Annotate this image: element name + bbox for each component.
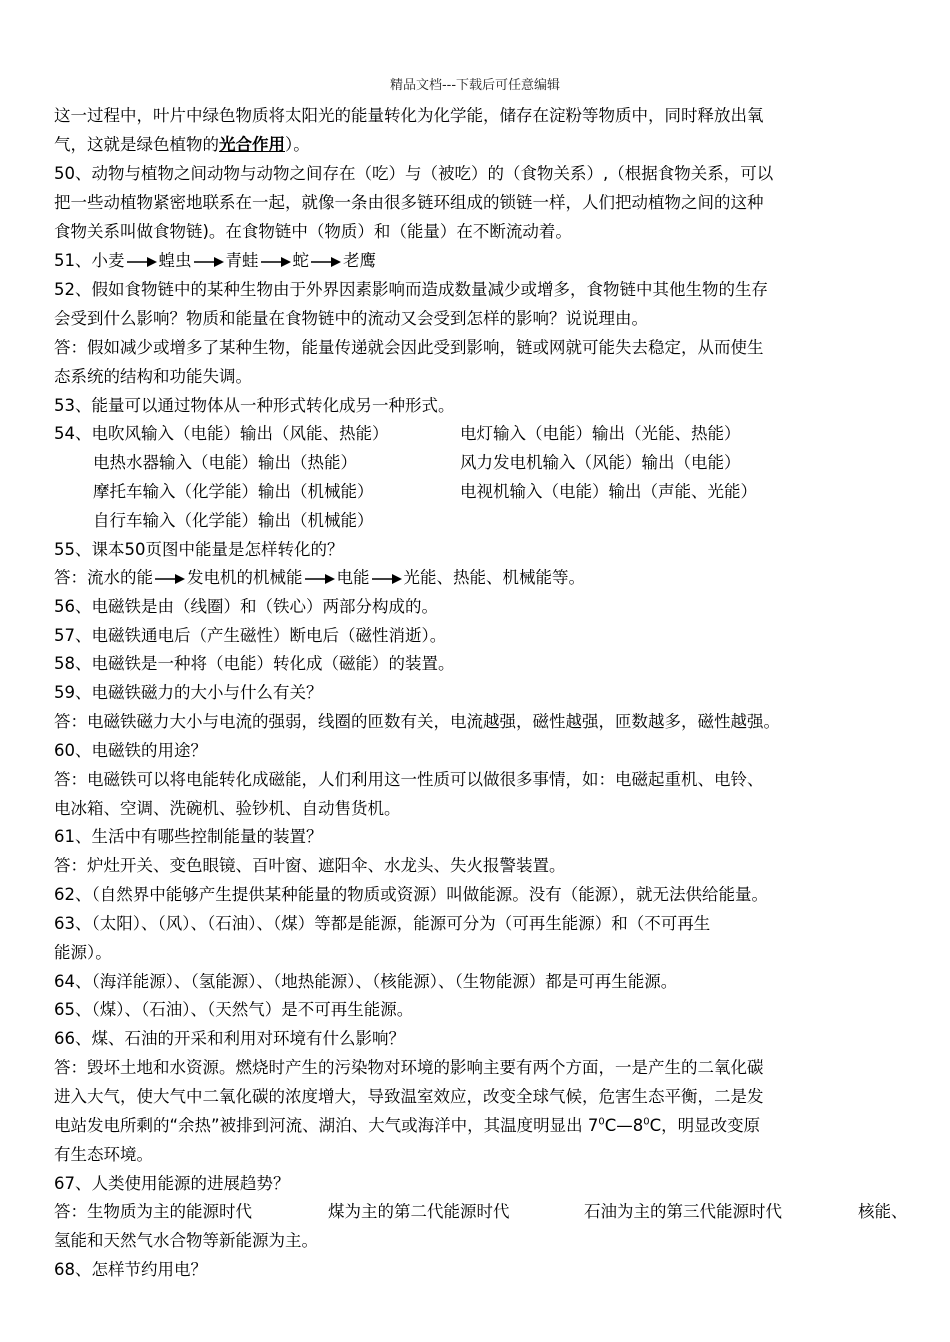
arrow-right-icon xyxy=(194,256,224,268)
text-segment: 电灯输入（电能）输出（光能、热能） xyxy=(460,424,741,443)
text-segment: 答：生物质为主的能源时代 xyxy=(54,1202,252,1221)
text-segment: C—8 xyxy=(604,1116,644,1135)
arrow-right-icon xyxy=(372,573,402,585)
chain-item: 蝗虫 xyxy=(158,251,192,270)
text-segment: 摩托车输入（化学能）输出（机械能） xyxy=(93,482,374,501)
chain-item: 51、小麦 xyxy=(54,251,125,270)
text-segment: 电站发电所剩的“余热”被排到河流、湖泊、大气或海洋中，其温度明显出 7 xyxy=(54,1116,599,1135)
text-segment: 电视机输入（电能）输出（声能、光能） xyxy=(460,482,757,501)
text-line: 能源）。 xyxy=(54,943,112,962)
text-segment: 54、电吹风输入（电能）输出（风能、热能） xyxy=(54,424,389,443)
text-line: 会受到什么影响？物质和能量在食物链中的流动又会受到怎样的影响？说说理由。 xyxy=(54,309,648,328)
chain-item: 蛇 xyxy=(292,251,309,270)
text-line xyxy=(54,133,310,157)
text-line xyxy=(54,422,904,446)
text-line: 态系统的结构和功能失调。 xyxy=(54,367,252,386)
text-line: 食物关系叫做食物链)。在食物链中（物质）和（能量）在不断流动着。 xyxy=(54,222,572,241)
arrow-right-icon xyxy=(155,573,185,585)
text-line: 52、假如食物链中的某种生物由于外界因素影响而造成数量减少或增多，食物链中其他生物的生存 xyxy=(54,280,768,299)
chain-item: 青蛙 xyxy=(225,251,259,270)
text-segment: 电热水器输入（电能）输出（热能） xyxy=(93,453,357,472)
text-line xyxy=(93,451,903,475)
text-line: 68、怎样节约用电？ xyxy=(54,1260,207,1279)
chain-item: 光能、热能、机械能等。 xyxy=(403,568,585,587)
text-line: 60、电磁铁的用途？ xyxy=(54,741,207,760)
text-line: 进入大气，使大气中二氧化碳的浓度增大，导致温室效应，改变全球气候，危害生态平衡，二是发 xyxy=(54,1087,764,1106)
text-segment: 核能、 xyxy=(858,1202,908,1221)
text-line: 66、煤、石油的开采和利用对环境有什么影响？ xyxy=(54,1029,405,1048)
text-line: 把一些动植物紧密地联系在一起，就像一条由很多链环组成的锁链一样，人们把动植物之间的这种 xyxy=(54,193,764,212)
text-line: 57、电磁铁通电后（产生磁性）断电后（磁性消逝）。 xyxy=(54,626,447,645)
text-line: 答：电磁铁可以将电能转化成磁能，人们利用这一性质可以做很多事情，如：电磁起重机、电铃、 xyxy=(54,770,764,789)
text-line: 答：毁坏土地和水资源。燃烧时产生的污染物对环境的影响主要有两个方面，一是产生的二氧化碳 xyxy=(54,1058,764,1077)
text-line: 67、人类使用能源的进展趋势？ xyxy=(54,1174,290,1193)
text-line: 56、电磁铁是由（线圈）和（铁心）两部分构成的。 xyxy=(54,597,438,616)
arrow-right-icon xyxy=(305,573,335,585)
arrow-right-icon xyxy=(127,256,157,268)
chain-item: 答：流水的能 xyxy=(54,568,153,587)
text-line xyxy=(54,1200,914,1224)
arrow-right-icon xyxy=(261,256,291,268)
text-line: 答：炉灶开关、变色眼镜、百叶窗、遮阳伞、水龙头、失火报警装置。 xyxy=(54,856,566,875)
text-line: 59、电磁铁磁力的大小与什么有关？ xyxy=(54,683,323,702)
text-line: 63、（太阳）、（风）、（石油）、（煤）等都是能源，能源可分为（可再生能源）和（不可再生 xyxy=(54,914,711,933)
text-line: 55、课本50页图中能量是怎样转化的？ xyxy=(54,540,344,559)
text-line: 电冰箱、空调、洗碗机、验钞机、自动售货机。 xyxy=(54,799,401,818)
text-segment: 风力发电机输入（风能）输出（电能） xyxy=(460,453,741,472)
superscript: 0 xyxy=(598,1116,605,1128)
chain-item: 发电机的机械能 xyxy=(187,568,303,587)
superscript: 0 xyxy=(643,1116,650,1128)
text-line: 有生态环境。 xyxy=(54,1145,153,1164)
text-segment: 石油为主的第三代能源时代 xyxy=(584,1202,782,1221)
text-line: 50、动物与植物之间动物与动物之间存在（吃）与（被吃）的（食物关系）,（根据食物关系，可以 xyxy=(54,164,774,183)
text-segment: ）。 xyxy=(285,135,310,154)
text-line: 氢能和天然气水合物等新能源为主。 xyxy=(54,1231,318,1250)
text-line: 64、（海洋能源）、（氢能源）、（地热能源）、（核能源）、（生物能源）都是可再生能源。 xyxy=(54,972,678,991)
text-line xyxy=(54,1114,760,1138)
text-segment: 气，这就是绿色植物的 xyxy=(54,135,219,154)
text-segment: C，明显改变原 xyxy=(649,1116,761,1135)
text-line: 答：电磁铁磁力大小与电流的强弱，线圈的匝数有关，电流越强，磁性越强，匝数越多，磁性越强。 xyxy=(54,712,780,731)
text-line xyxy=(93,480,903,504)
chain-item: 电能 xyxy=(336,568,370,587)
text-line: 58、电磁铁是一种将（电能）转化成（磁能）的装置。 xyxy=(54,654,455,673)
text-line: 这一过程中，叶片中绿色物质将太阳光的能量转化为化学能，储存在淀粉等物质中，同时释放出氧 xyxy=(54,106,764,125)
arrow-right-icon xyxy=(311,256,341,268)
text-line: 61、生活中有哪些控制能量的装置？ xyxy=(54,827,323,846)
food-chain-line xyxy=(54,249,376,273)
text-segment: 煤为主的第二代能源时代 xyxy=(328,1202,510,1221)
text-line: 答：假如减少或增多了某种生物，能量传递就会因此受到影响，链或网就可能失去稳定，从而使生 xyxy=(54,338,764,357)
energy-chain-line xyxy=(54,566,585,590)
page-header: 精品文档---下载后可任意编辑 xyxy=(389,78,561,93)
text-line: 62、（自然界中能够产生提供某种能量的物质或资源）叫做能源。没有（能源），就无法供给能量。 xyxy=(54,885,768,904)
text-line: 自行车输入（化学能）输出（机械能） xyxy=(93,511,374,530)
text-line: 65、（煤）、（石油）、（天然气）是不可再生能源。 xyxy=(54,1000,414,1019)
chain-item: 老鹰 xyxy=(343,251,376,270)
emphasized-term: 光合作用 xyxy=(219,135,285,154)
text-line: 53、能量可以通过物体从一种形式转化成另一种形式。 xyxy=(54,396,455,415)
